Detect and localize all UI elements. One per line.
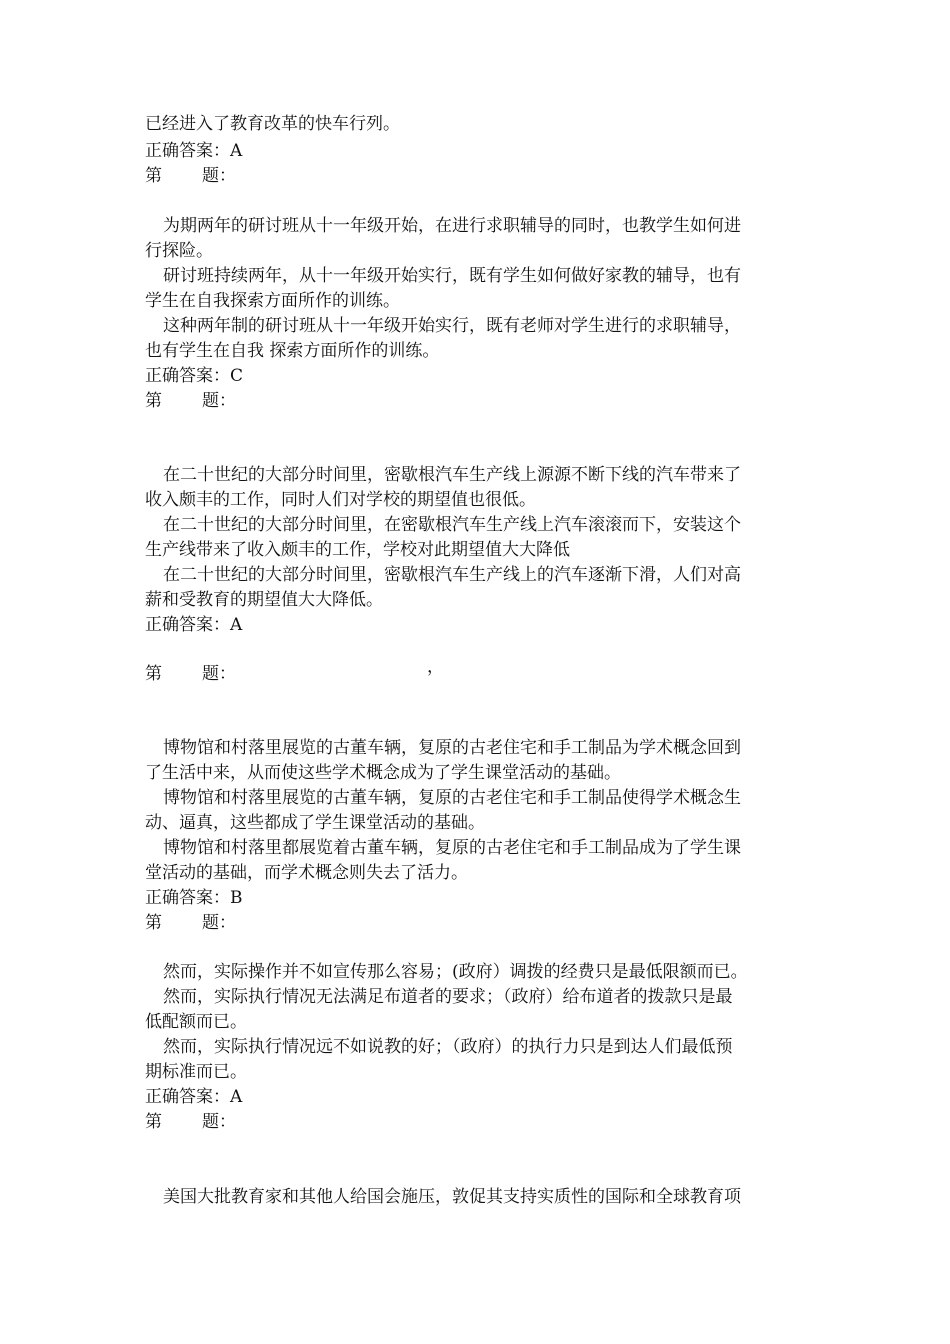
q5-option1-line1: 美国大批教育家和其他人给国会施压，敦促其支持实质性的国际和全球教育项	[163, 1187, 741, 1207]
q4-option3-line1: 然而，实际执行情况远不如说教的好；（政府）的执行力只是到达人们最低预	[163, 1037, 733, 1057]
question-label-suffix: 题：	[202, 664, 236, 684]
q0-tail-text: 已经进入了教育改革的快车行列。	[145, 114, 400, 134]
q3-option1-line2: 了生活中来，从而使这些学术概念成为了学生课堂活动的基础。	[145, 763, 621, 783]
question-label-prefix: 第	[145, 1112, 162, 1132]
q2-option1-line1: 在二十世纪的大部分时间里，密歇根汽车生产线上源源不断下线的汽车带来了	[163, 465, 741, 485]
q5-label	[145, 1110, 236, 1134]
q1-option1-line1: 为期两年的研讨班从十一年级开始，在进行求职辅导的同时，也教学生如何进	[163, 216, 741, 236]
q1-option3-line2: 也有学生在自我 探索方面所作的训练。	[145, 341, 440, 361]
q4-answer: 正确答案：A	[145, 1087, 243, 1107]
q0-answer: 正确答案：A	[145, 141, 243, 161]
q3-option2-line1: 博物馆和村落里展览的古董车辆，复原的古老住宅和手工制品使得学术概念生	[163, 788, 741, 808]
q1-answer: 正确答案：C	[145, 366, 244, 386]
question-label-suffix: 题：	[202, 166, 236, 186]
q3-answer: 正确答案：B	[145, 888, 243, 908]
q4-option2-line1: 然而，实际执行情况无法满足布道者的要求；（政府）给布道者的拨款只是最	[163, 987, 733, 1007]
q2-option3-line2: 薪和受教育的期望值大大降低。	[145, 590, 383, 610]
q4-option1-line1: 然而，实际操作并不如宣传那么容易；(政府）调拨的经费只是最低限额而已。	[163, 962, 748, 982]
question-label-suffix: 题：	[202, 913, 236, 933]
q3-option1-line1: 博物馆和村落里展览的古董车辆，复原的古老住宅和手工制品为学术概念回到	[163, 738, 741, 758]
q1-option1-line2: 行探险。	[145, 241, 213, 261]
q3-option2-line2: 动、逼真，这些都成了学生课堂活动的基础。	[145, 813, 485, 833]
q2-option1-line2: 收入颇丰的工作，同时人们对学校的期望值也很低。	[145, 490, 536, 510]
q3-option3-line2: 堂活动的基础，而学术概念则失去了活力。	[145, 863, 468, 883]
q1-label	[145, 164, 236, 188]
question-label-prefix: 第	[145, 391, 162, 411]
q2-option2-line2: 生产线带来了收入颇丰的工作，学校对此期望值大大降低	[145, 540, 570, 560]
question-label-suffix: 题：	[202, 391, 236, 411]
q3-option3-line1: 博物馆和村落里都展览着古董车辆，复原的古老住宅和手工制品成为了学生课	[163, 838, 741, 858]
q2-answer: 正确答案：A	[145, 615, 243, 635]
q1-option2-line2: 学生在自我探索方面所作的训练。	[145, 291, 400, 311]
stray-comma: ，	[427, 657, 444, 677]
question-label-suffix: 题：	[202, 1112, 236, 1132]
q2-label	[145, 389, 236, 413]
q1-option3-line1: 这种两年制的研讨班从十一年级开始实行，既有老师对学生进行的求职辅导，	[163, 316, 741, 336]
q1-option2-line1: 研讨班持续两年，从十一年级开始实行，既有学生如何做好家教的辅导，也有	[163, 266, 741, 286]
q3-label	[145, 662, 236, 686]
q4-option2-line2: 低配额而已。	[145, 1012, 247, 1032]
question-label-prefix: 第	[145, 913, 162, 933]
q4-label	[145, 911, 236, 935]
question-label-prefix: 第	[145, 664, 162, 684]
q2-option2-line1: 在二十世纪的大部分时间里，在密歇根汽车生产线上汽车滚滚而下，安装这个	[163, 515, 741, 535]
question-label-prefix: 第	[145, 166, 162, 186]
q2-option3-line1: 在二十世纪的大部分时间里，密歇根汽车生产线上的汽车逐渐下滑，人们对高	[163, 565, 741, 585]
q4-option3-line2: 期标准而已。	[145, 1062, 247, 1082]
